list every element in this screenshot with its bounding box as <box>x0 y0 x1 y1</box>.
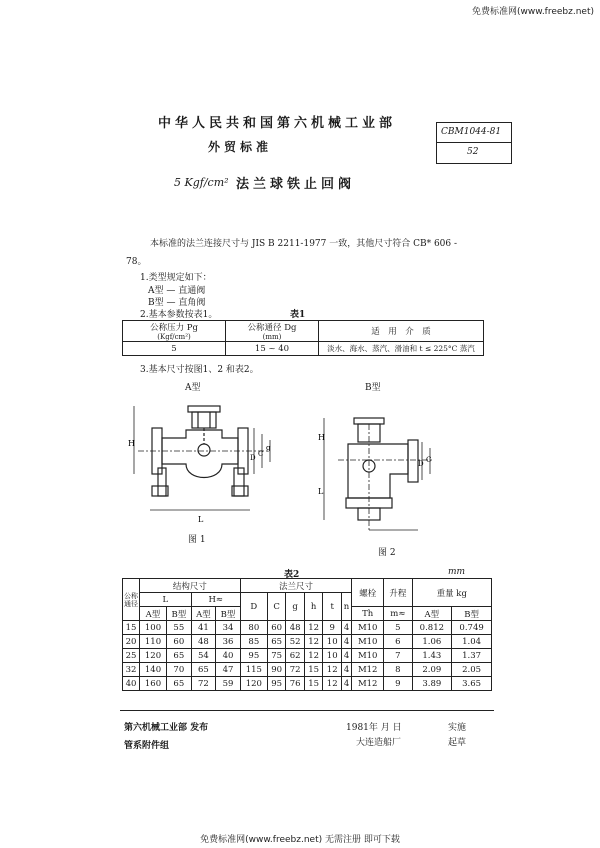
t2-sub-wA: A型 <box>412 607 452 621</box>
table-2 <box>122 578 492 691</box>
t2-sub-C: C <box>267 593 286 621</box>
t2-sub-t: t <box>323 593 342 621</box>
table-cell: 80 <box>240 621 267 635</box>
table-cell: 95 <box>267 677 286 691</box>
t2-sub-L: L <box>140 593 192 607</box>
ministry-title: 中华人民共和国第六机械工业部 <box>158 116 397 131</box>
t2-header-bolt: 螺栓 <box>352 579 384 607</box>
table-cell: M10 <box>352 649 384 663</box>
t1-dg: 15 ~ 40 <box>226 342 319 356</box>
standard-code: CBM1044-81 <box>441 127 502 137</box>
table-cell: 9 <box>384 677 412 691</box>
t2-sub-wB: B型 <box>452 607 492 621</box>
footer-draft: 起草 <box>448 738 467 748</box>
table-cell: 12 <box>323 663 342 677</box>
table-cell: 115 <box>240 663 267 677</box>
table-cell: 1.37 <box>452 649 492 663</box>
fig2-label-L: L <box>318 487 324 496</box>
table-cell: 76 <box>286 677 305 691</box>
table-cell: 12 <box>304 621 323 635</box>
table-cell: 6 <box>384 635 412 649</box>
t2-sub-g: g <box>286 593 305 621</box>
t2-sub-m: m≈ <box>384 607 412 621</box>
table-cell: M10 <box>352 635 384 649</box>
table-cell: 60 <box>267 621 286 635</box>
table-cell: 15 <box>304 677 323 691</box>
t2-sub-n: n <box>341 593 351 621</box>
table-cell: 0.749 <box>452 621 492 635</box>
standard-type: 外贸标准 <box>208 140 273 154</box>
table-row <box>123 621 492 635</box>
table-cell: 40 <box>216 649 241 663</box>
table-cell: 32 <box>123 663 140 677</box>
table-cell: 95 <box>240 649 267 663</box>
table-cell: 20 <box>123 635 140 649</box>
t2-sub-h: h <box>304 593 323 621</box>
table-cell: M12 <box>352 677 384 691</box>
table-cell: 72 <box>191 677 216 691</box>
table-cell: 5 <box>384 621 412 635</box>
table-cell: 65 <box>167 649 192 663</box>
t2-sub-Th: Th <box>352 607 384 621</box>
section-3: 3.基本尺寸按图1、2 和表2。 <box>140 365 259 375</box>
table-cell: 4 <box>341 677 351 691</box>
table-cell: 12 <box>304 635 323 649</box>
t2-sub-LA: A型 <box>140 607 167 621</box>
table-cell: 7 <box>384 649 412 663</box>
fig1-label-g: g <box>266 444 271 452</box>
fig2-label-C: C <box>426 456 432 464</box>
table-cell: 90 <box>267 663 286 677</box>
fig1-label-D: D <box>250 454 256 462</box>
table-cell: 4 <box>341 635 351 649</box>
table-cell: 48 <box>286 621 305 635</box>
t1-media: 淡水、海水、蒸汽、滑油和 t ≤ 225°C 蒸汽 <box>319 342 484 356</box>
table-cell: 41 <box>191 621 216 635</box>
fig-b-label: B型 <box>365 383 381 393</box>
table-cell: 25 <box>123 649 140 663</box>
table-cell: 8 <box>384 663 412 677</box>
table-cell: 85 <box>240 635 267 649</box>
table-cell: 2.05 <box>452 663 492 677</box>
table-cell: 100 <box>140 621 167 635</box>
t1-pg: 5 <box>123 342 226 356</box>
table-cell: 36 <box>216 635 241 649</box>
type-a: A型 — 直通阀 <box>148 286 206 296</box>
table-cell: 1.43 <box>412 649 452 663</box>
table-cell: 70 <box>167 663 192 677</box>
table-cell: 65 <box>167 677 192 691</box>
table2-unit: mm <box>448 567 466 577</box>
standard-code-box <box>436 122 512 164</box>
section-1: 1.类型规定如下： <box>140 273 212 283</box>
table-cell: 120 <box>240 677 267 691</box>
type-b: B型 — 直角阀 <box>148 298 206 308</box>
figure-1-caption: 图 1 <box>188 535 206 545</box>
table-cell: 110 <box>140 635 167 649</box>
t2-header-weight: 重量 kg <box>412 579 492 607</box>
t2-header-flange: 法兰尺寸 <box>240 579 351 593</box>
t2-sub-HA: A型 <box>191 607 216 621</box>
t2-header-lift: 升程 <box>384 579 412 607</box>
table-cell: 52 <box>286 635 305 649</box>
fig2-label-D: D <box>418 460 424 468</box>
table-cell: 4 <box>341 663 351 677</box>
figure-2-caption: 图 2 <box>378 548 396 558</box>
table-1 <box>122 320 484 356</box>
table-row <box>123 649 492 663</box>
table-cell: 72 <box>286 663 305 677</box>
table-cell: M10 <box>352 621 384 635</box>
t1-header-dg: 公称通径 Dg (mm) <box>226 321 319 342</box>
footer-issuer: 第六机械工业部 发布 <box>124 723 209 733</box>
table-cell: 12 <box>304 649 323 663</box>
t2-sub-HB: B型 <box>216 607 241 621</box>
document-title: 法兰球铁止回阀 <box>236 177 356 192</box>
table-cell: 4 <box>341 649 351 663</box>
table-cell: 3.89 <box>412 677 452 691</box>
footer-drafter: 大连造船厂 <box>356 738 402 748</box>
paragraph-line-1: 本标准的法兰连接尺寸与 JIS B 2211-1977 一致，其他尺寸符合 CB* 606 - <box>150 239 458 249</box>
fig1-label-C: C <box>258 450 264 458</box>
footer-date: 1981年 月 日 <box>346 723 402 733</box>
table-cell: 160 <box>140 677 167 691</box>
table-cell: 54 <box>191 649 216 663</box>
table-cell: 55 <box>167 621 192 635</box>
watermark-bottom: 免费标准网(www.freebz.net) 无需注册 即可下载 <box>200 835 400 845</box>
table-cell: 2.09 <box>412 663 452 677</box>
figure-2-drawing <box>318 410 438 540</box>
fig2-label-H: H <box>318 433 325 442</box>
table-cell: 48 <box>191 635 216 649</box>
table-cell: 40 <box>123 677 140 691</box>
standard-page: 52 <box>467 147 479 157</box>
table-cell: M12 <box>352 663 384 677</box>
table-cell: 59 <box>216 677 241 691</box>
table-cell: 75 <box>267 649 286 663</box>
figure-1-drawing <box>128 398 278 528</box>
t2-header-struct: 结构尺寸 <box>140 579 241 593</box>
table-row <box>123 663 492 677</box>
title-unit: 5 Kgf/cm² <box>174 176 229 189</box>
watermark-top: 免费标准网(www.freebz.net) <box>472 7 594 17</box>
table-cell: 34 <box>216 621 241 635</box>
footer-group: 管系附件组 <box>124 741 170 751</box>
fig1-label-L: L <box>198 515 204 524</box>
t2-sub-D: D <box>240 593 267 621</box>
table-cell: 65 <box>191 663 216 677</box>
table1-title: 表1 <box>290 310 306 320</box>
table-cell: 120 <box>140 649 167 663</box>
table-cell: 12 <box>323 677 342 691</box>
table-cell: 10 <box>323 635 342 649</box>
t1-header-pg: 公称压力 Pg (Kgf/cm²) <box>123 321 226 342</box>
table-cell: 1.06 <box>412 635 452 649</box>
t2-header-dg: 公称通径 <box>123 579 140 621</box>
table-row <box>123 677 492 691</box>
paragraph-line-2: 78。 <box>126 257 147 267</box>
fig1-label-H: H <box>128 439 135 448</box>
table-cell: 15 <box>123 621 140 635</box>
footer-effective: 实施 <box>448 723 467 733</box>
table-cell: 3.65 <box>452 677 492 691</box>
table2-title: 表2 <box>284 570 300 580</box>
table-cell: 62 <box>286 649 305 663</box>
table-cell: 47 <box>216 663 241 677</box>
footer-rule <box>120 710 494 711</box>
table-cell: 1.04 <box>452 635 492 649</box>
table-cell: 60 <box>167 635 192 649</box>
table-cell: 15 <box>304 663 323 677</box>
t2-sub-H: H≈ <box>191 593 240 607</box>
table-cell: 140 <box>140 663 167 677</box>
table-cell: 65 <box>267 635 286 649</box>
table-cell: 9 <box>323 621 342 635</box>
table-cell: 4 <box>341 621 351 635</box>
table-cell: 0.812 <box>412 621 452 635</box>
t2-sub-LB: B型 <box>167 607 192 621</box>
section-2: 2.基本参数按表1。 <box>140 310 218 320</box>
fig-a-label: A型 <box>185 383 201 393</box>
t1-header-media: 适 用 介 质 <box>319 321 484 342</box>
table-cell: 10 <box>323 649 342 663</box>
table-row <box>123 635 492 649</box>
